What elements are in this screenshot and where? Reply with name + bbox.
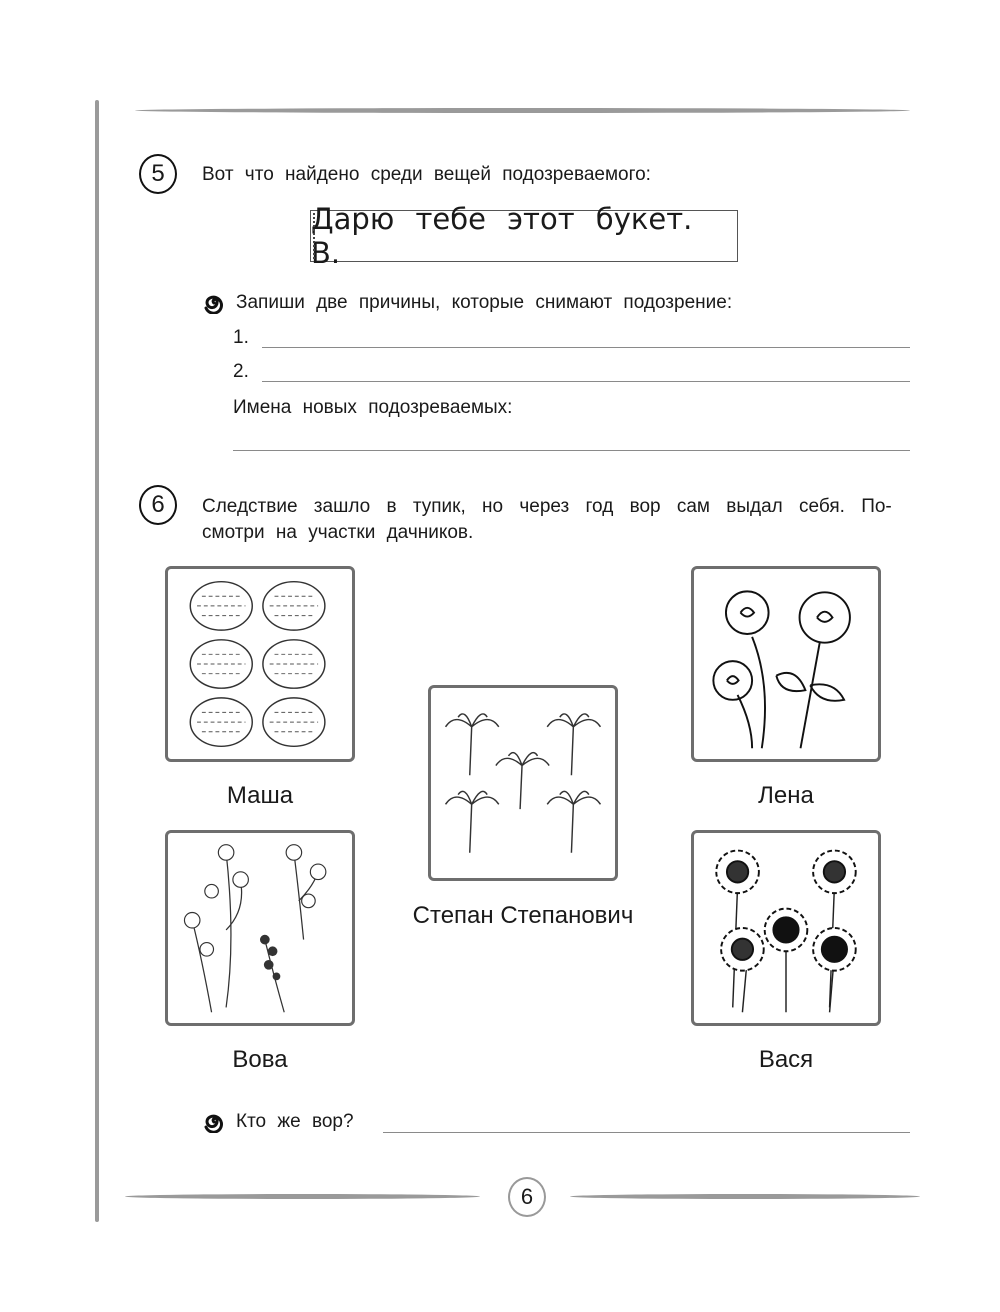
owner-vova: Вова: [232, 1046, 288, 1073]
answer-line-2[interactable]: [262, 381, 910, 382]
new-suspects-line[interactable]: [233, 450, 910, 451]
owner-lena: Лена: [758, 782, 814, 809]
task5-intro: Вот что найдено среди вещей подозреваемого:: [202, 164, 651, 185]
plot-vasya-sunflowers: [691, 830, 881, 1026]
task5-instruction: Запиши две причины, которые снимают подозрение:: [236, 292, 733, 313]
plot-stepan-stepanovich-palms: [428, 685, 618, 881]
plot-masha-watermelons: [165, 566, 355, 762]
owner-stepan-stepanovich: Степан Степанович: [412, 902, 634, 929]
thief-answer-line[interactable]: [383, 1132, 910, 1133]
plot-lena-roses: [691, 566, 881, 762]
task6-text-line1: Следствие зашло в тупик, но через год вор сам выдал себя. По-: [202, 496, 892, 517]
new-suspects-label: Имена новых подозреваемых:: [233, 397, 513, 418]
note-text: Дарю тебе этот букет. В.: [311, 202, 693, 270]
footer-bar-right: [570, 1194, 920, 1199]
found-note: [310, 202, 738, 270]
page-frame-left-bar: [95, 100, 99, 1222]
spiral-icon: [203, 1111, 225, 1133]
item-number-2: 2.: [233, 361, 249, 382]
task-number-6: 6: [139, 485, 177, 525]
answer-line-1[interactable]: [262, 347, 910, 348]
plot-vova-daisies: [165, 830, 355, 1026]
item-number-1: 1.: [233, 327, 249, 348]
owner-masha: Маша: [226, 782, 294, 809]
footer-bar-left: [125, 1194, 480, 1199]
task-number-5: 5: [139, 154, 177, 194]
spiral-icon: [203, 292, 225, 314]
thief-question: Кто же вор?: [236, 1111, 354, 1132]
task6-text-line2: смотри на участки дачников.: [202, 522, 474, 543]
page-number: 6: [508, 1177, 546, 1217]
page-frame-top-bar: [135, 108, 910, 113]
owner-vasya: Вася: [758, 1046, 814, 1073]
